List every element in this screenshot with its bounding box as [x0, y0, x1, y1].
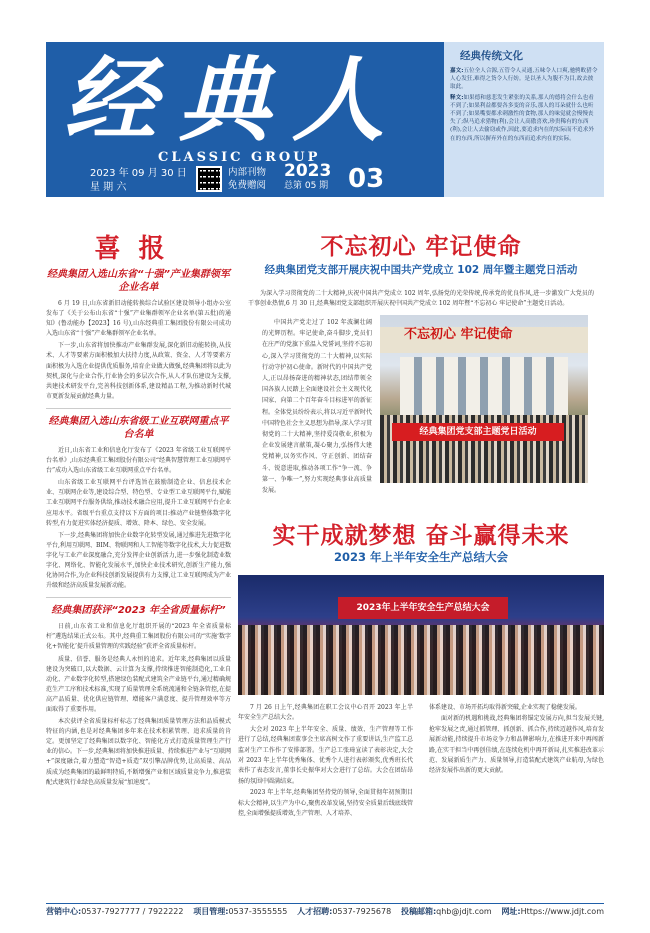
footer-value: 0537-3555555 — [228, 907, 288, 916]
footer-web-link[interactable]: Https://www.jdjt.com — [520, 907, 604, 916]
issue-total: 总第 05 期 — [284, 181, 329, 191]
left-column — [46, 228, 231, 790]
culture-text-2 — [450, 94, 598, 143]
article-paragraph: 日前,山东省工业和信息化厅组织开展的“2023 年全省质量标杆”遴选结果正式公布。其中,经典重工集团股份有限公司的“实施‘数字化+智能化’提升质量管理的实践经验”获评全省质量标杆。 — [46, 623, 231, 651]
footer-divider — [46, 903, 604, 904]
footer-web[interactable] — [501, 906, 604, 917]
safety-article — [238, 703, 604, 820]
footer — [46, 906, 604, 917]
good-news-heading: 喜报 — [94, 234, 183, 264]
footer-mail[interactable] — [401, 906, 492, 917]
article-paragraph: 2023 年上半年,经典集团坚持党的领导,全面贯彻年初预期目标大会精神,以生产为中心,聚焦改革发展,坚持安全质量后线底线管控,全面增强提质增效,生产管理、人才培养、 — [238, 789, 413, 818]
party-day-block — [238, 315, 604, 505]
subheadline-1: 经典集团党支部开展庆祝中国共产党成立 102 周年暨主题党日活动 — [264, 264, 578, 276]
publication-note — [228, 166, 266, 192]
article-paragraph: 面对新的机遇和挑战,经典集团将锚定发展方向,担当发展关键,抢牢发展之责,通过抓管理、抓创新、抓合作,持续迈越作风,培育发展新动能,持续提升市场竞争力和品牌影响力,在推进开来中再闯新路,在实干担当中再创佳绩,在连续危机中再开新局,扎实推进改革示范、发展新质生产力、质量领导,打造装配式建筑产业航母,为绿色经济发展作出新的更大贡献。 — [429, 715, 604, 775]
article-heading-3: 经典集团获评“2023 年全省质量标杆” — [51, 605, 226, 617]
culture-body-2: 如果德和慈悲发生紧张的关系,那人的德将会什么也看不到了;如果利益都要各多变的音乐,那人的耳朵就什么也听不到了;如果嘴要都求刺激性的食物,那人的味觉就会慢慢丧失了;纵马追求猎物(利),会让人高傲喜欢,珍贵稀有的东西(利),会让人去偷窃或作,因此,要追求内在的实际而不追求外在的东西,所以摒弃外在的东西而追求内在的实际。 — [450, 94, 594, 142]
photo-attendees — [238, 625, 604, 695]
divider — [46, 408, 231, 409]
issue-date-block — [90, 167, 187, 195]
article-paragraph: 下一步,山东省将加快推动产业集群发展,深化新旧动能转换,从技术、人才等要素方面积极加大扶持力度,从政策、资金、人才等要素方面积极为入选企业提供优质服务,培育企业做大做强,经典集团将以此为契机,深化与企业合作,行业协会的多层次合作,从人才队伍建设为支撑,共建技术研发平台,完善科技创新体系,建设精品工程,为推动新时代城市更新发展贡献经典力量。 — [46, 342, 231, 400]
safety-meeting-photo — [238, 575, 604, 695]
culture-body-1: 五位全人合源,五管令人灵通,五味令人口爽,驰骋畋猎令人心发狂,难得之货令人行妨。是以圣人为腹不为目,故去彼取此。 — [450, 68, 598, 91]
culture-box — [444, 42, 604, 197]
footer-label: 投稿邮箱: — [400, 907, 437, 916]
party-day-text — [262, 317, 372, 496]
headline-1: 不忘初心 牢记使命 — [320, 233, 522, 260]
article-paragraph: 6 月 19 日,山东省新旧动能转换综合试验区建设领导小组办公室发布了《关于公布山东省“十强”产业集群领军企业名单(第五批)的通知》(鲁动能办【2023】16 号),山东经典重工集团股份有限公司成功入选山东省“十强”产业集群领军企业名单。 — [46, 300, 231, 338]
footer-sales — [46, 906, 184, 917]
culture-label-2: 释文: — [450, 94, 464, 101]
photo-red-banner: 经典集团党支部主题党日活动 — [392, 423, 564, 441]
subheadline-2: 2023 年上半年安全生产总结大会 — [333, 550, 508, 564]
footer-hr — [297, 906, 391, 917]
culture-label-1: 嘉文: — [450, 68, 464, 74]
article-paragraph: 近日,山东省工业和信息化厅发布了《2023 年省级工业互联网平台名单》,山东经典重工集团股份有限公司“经典智慧管理工业互联网平台”成功入选山东省级工业互联网重点平台名单。 — [46, 446, 231, 475]
issue-year: 2023 — [284, 161, 332, 181]
logo-title: 经典人 — [64, 46, 407, 154]
lead-paragraph: 为深入学习贯彻党的二十大精神,庆祝中国共产党成立 102 周年,弘扬党的光荣传统,传承党的优良作风,进一步激发广大党员的干事创业热情,6 月 30 日,经典集团党支部组织开展庆祝中国共产党成立 102 周年暨“不忘初心 牢记使命”主题党日活动。 — [248, 290, 594, 307]
issue-number: 03 — [348, 164, 385, 194]
culture-text-1 — [450, 67, 598, 92]
article-paragraph: 山东省级工业互联网平台评选旨在鼓励制造企业、信息技术企业、互联网企业等,建设综合型、特色型、专业型工业互联网平台,赋能工业互联网平台服务供给,推动技术融合应用,提升工业互联网平台企业应用水平。省级平台重点支持以下方面的项目:推动产业链整体数字化转型,有力促进实体经济提质、增效、降本、绿色、安全发展。 — [46, 479, 231, 527]
right-column — [238, 228, 604, 820]
issue-info — [284, 162, 331, 192]
issue-weekday: 星 期 六 — [90, 182, 127, 193]
article-heading-2: 经典集团入选山东省级工业互联网重点平台名单 — [48, 415, 229, 440]
qr-code-icon — [196, 166, 222, 192]
footer-label: 人才招聘: — [297, 907, 333, 916]
article-heading-1: 经典集团入选山东省“十强”产业集群领军企业名单 — [47, 269, 230, 293]
footer-value: 0537-7927777 / 7922222 — [81, 907, 184, 916]
article-paragraph: 质量、信誉、服务是经典人永恒的追求。近年来,经典集团以质量建设为突破口,以大数据、云计算为支撑,持续推进智能制造化,工业自动化、产业数字化转型,搭建绿色装配式建筑全产业链平台,通过精确规范生产工序和技术标准,实现了质量管理全系统流通和全链条管控,在提高产品质量、优化供应链管理、增能客户满意度、提升管理效率等方面取得了重要作用。 — [46, 655, 231, 713]
article-paragraph: 中国共产党走过了 102 年波澜壮阔的光辉历程。牢记使命,奋斗脚步,党员们在庄严的党旗下重温入党誓词,坚持不忘初心,深入学习贯彻党的二十大精神,以实际行动守护初心使命。新时代的中国共产党人,正以昂扬奋进的精神状态,团结带领全国各族人民踏上全面建设社会主义现代化国家、向第二个百年奋斗目标进军的新征程。全体党员纷纷表示,将以习近平新时代中国特色社会主义思想为指导,深入学习贯彻党的二十大精神,坚持爱岗敬业,积极为企业发展建言献策,凝心聚力,弘扬伟大建党精神,以务实作风、守正创新、团结奋斗、锐意进取,推动各项工作“争一流、争第一、争唯一”,努力实现经典事业高质量发展。 — [262, 319, 372, 495]
culture-title: 经典传统文化 — [460, 50, 523, 62]
footer-label: 项目管理: — [193, 907, 229, 916]
article-paragraph: 大会对 2023 年上半年安全、质量、绩效、生产管理等工作进行了总结,经典集团董事会主席高树文作了重要讲话,生产监工总监对生产工作作了安排部署。生产总工张琦宣读了表彰决定,大会对 2023 年上半年优秀集体、优秀个人进行表彰颁奖,优秀班长代表作了表态发言,董事长史振华对大会进行了总结。大会在团结昂扬的氛围中圆满结束。 — [238, 725, 413, 785]
article-paragraph: 本次获评全省质量标杆标志了经典集团质量管理方法和品质模式特征的内涵,也是对经典集团多年来在技术积累管理、追求质量的肯定。更加坚定了经典集团以数字化、智能化方式打造质量管理生产行业的信心。下一步,经典集团将加快推进质量、持续推进产业与“互联网+”深度融合,着力塑造“智造+质造”双引擎品牌优势,让高质量、高品质成为经典集团的最鲜明特质,不断增强产业和区域质量竞争力,推进装配式建筑行业绿色高质量发展“加速度”。 — [46, 718, 231, 786]
footer-label: 营销中心: — [46, 907, 82, 916]
footer-project — [193, 906, 287, 917]
photo-building — [400, 357, 568, 417]
footer-mail-link[interactable]: qhb@jdjt.com — [436, 907, 492, 916]
footer-label: 网址: — [501, 907, 521, 916]
photo-top-banner: 不忘初心 牢记使命 — [404, 327, 513, 342]
party-day-photo — [380, 315, 588, 483]
article-paragraph: 7 月 26 日上午,经典集团在职工会议中心召开 2023 年上半年安全生产总结大会。 — [238, 704, 413, 722]
note-line-1: 内部刊物 — [228, 167, 267, 178]
masthead — [46, 42, 604, 197]
article-column-b — [429, 703, 604, 820]
issue-date: 2023 年 09 月 30 日 — [90, 168, 187, 179]
photo-screen-banner: 2023年上半年安全生产总结大会 — [338, 597, 508, 619]
article-paragraph: 下一步,经典集团将加快企业数字化转型发展,通过推进先进数字化平台,利用互联网、BIM、物联网和人工智能等数字化技术,大力促进数字化与工业产业深度融合,充分发挥企业创新活力,进一步强化制造业数字化、网络化、智能化发展水平,加快企业技术研究,创新生产能力,强化协同合作,为企业科技创新发展提供有力支撑,让工业互联网成为产业升级和经济高质量发展新动能。 — [46, 531, 231, 590]
headline-2: 实干成就梦想 奋斗赢得未来 — [272, 522, 570, 549]
divider — [46, 597, 231, 598]
article-column-a — [238, 703, 413, 820]
footer-value: 0537-7925678 — [332, 907, 392, 916]
article-paragraph: 体系建设、市场开拓均取得新突破,企业实现了稳健发展。 — [429, 704, 581, 711]
note-line-2: 免费赠阅 — [228, 180, 267, 191]
logo-subtitle: CLASSIC GROUP — [158, 150, 321, 165]
